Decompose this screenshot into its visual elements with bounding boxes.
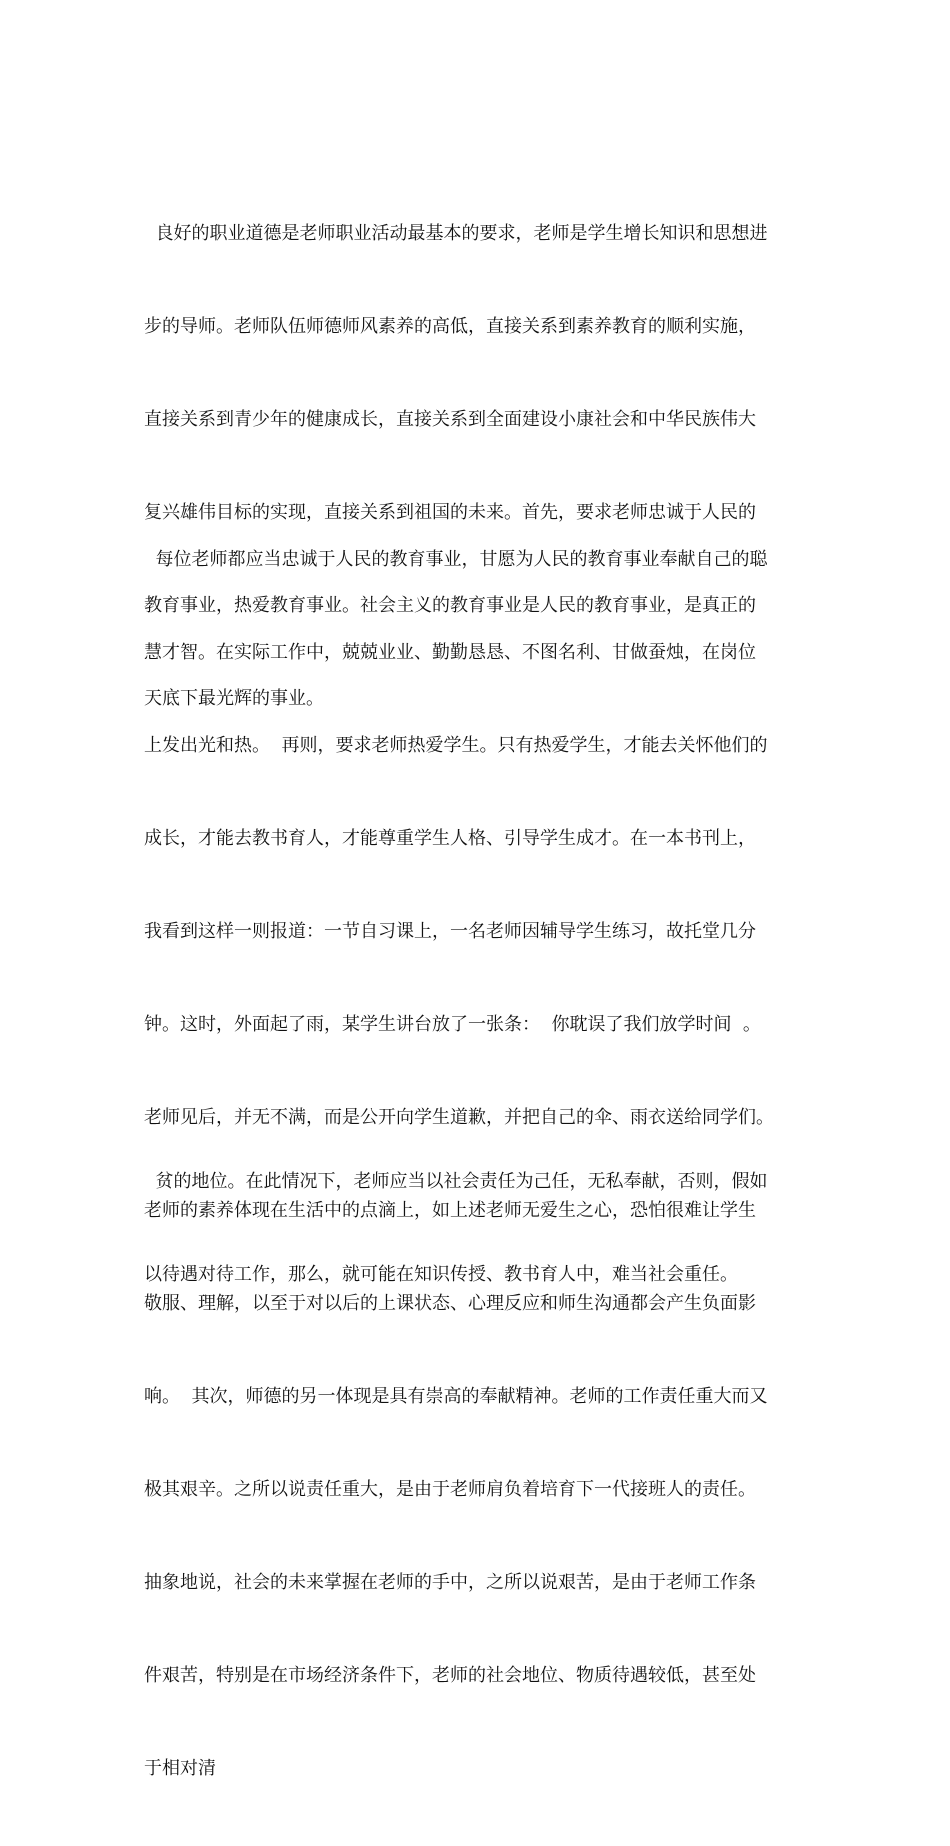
paragraph-line: 响。 其次，师德的另一体现是具有崇高的奉献精神。老师的工作责任重大而又 — [144, 1386, 768, 1407]
paragraph-line: 以待遇对待工作，那么，就可能在知识传授、教书育人中，难当社会重任。 — [144, 1264, 738, 1285]
paragraph-line: 抽象地说，社会的未来掌握在老师的手中，之所以说艰苦，是由于老师工作条 — [144, 1572, 756, 1593]
paragraph-line: 天底下最光辉的事业。 — [144, 688, 324, 709]
paragraph-line: 上发出光和热。 再则，要求老师热爱学生。只有热爱学生，才能去关怀他们的 — [144, 735, 768, 756]
paragraph-line: 成长，才能去教书育人，才能尊重学生人格、引导学生成才。在一本书刊上， — [144, 828, 756, 849]
paragraph-line: 教育事业，热爱教育事业。社会主义的教育事业是人民的教育事业，是真正的 — [144, 595, 756, 616]
paragraph-line: 步的导师。老师队伍师德师风素养的高低，直接关系到素养教育的顺利实施， — [144, 316, 756, 337]
paragraph-line: 极其艰辛。之所以说责任重大，是由于老师肩负着培育下一代接班人的责任。 — [144, 1479, 756, 1500]
paragraph-3 — [144, 1104, 812, 1352]
paragraph-line: 钟。这时，外面起了雨，某学生讲台放了一张条： 你耽误了我们放学时间 。 — [144, 1014, 761, 1035]
paragraph-line: 贫的地位。在此情况下，老师应当以社会责任为己任，无私奉献，否则，假如 — [144, 1171, 768, 1192]
paragraph-line: 良好的职业道德是老师职业活动最基本的要求，老师是学生增长知识和思想进 — [144, 223, 768, 244]
paragraph-line: 敬服、理解，以至于对以后的上课状态、心理反应和师生沟通都会产生负面影 — [144, 1293, 756, 1314]
paragraph-line: 每位老师都应当忠诚于人民的教育事业，甘愿为人民的教育事业奉献自己的聪 — [144, 549, 768, 570]
paragraph-line: 老师见后，并无不满，而是公开向学生道歉，并把自己的伞、雨衣送给同学们。 — [144, 1107, 774, 1128]
paragraph-line: 直接关系到青少年的健康成长，直接关系到全面建设小康社会和中华民族伟大 — [144, 409, 756, 430]
paragraph-line: 慧才智。在实际工作中，兢兢业业、勤勤恳恳、不图名利、甘做蚕烛，在岗位 — [144, 642, 756, 663]
paragraph-line: 老师的素养体现在生活中的点滴上，如上述老师无爱生之心，恐怕很难让学生 — [144, 1200, 756, 1221]
paragraph-line: 我看到这样一则报道：一节自习课上，一名老师因辅导学生练习，故托堂几分 — [144, 921, 756, 942]
paragraph-line: 复兴雄伟目标的实现，直接关系到祖国的未来。首先，要求老师忠诚于人民的 — [144, 502, 756, 523]
paragraph-line: 于相对清 — [144, 1758, 216, 1779]
paragraph-line: 件艰苦，特别是在市场经济条件下，老师的社会地位、物质待遇较低，甚至处 — [144, 1665, 756, 1686]
